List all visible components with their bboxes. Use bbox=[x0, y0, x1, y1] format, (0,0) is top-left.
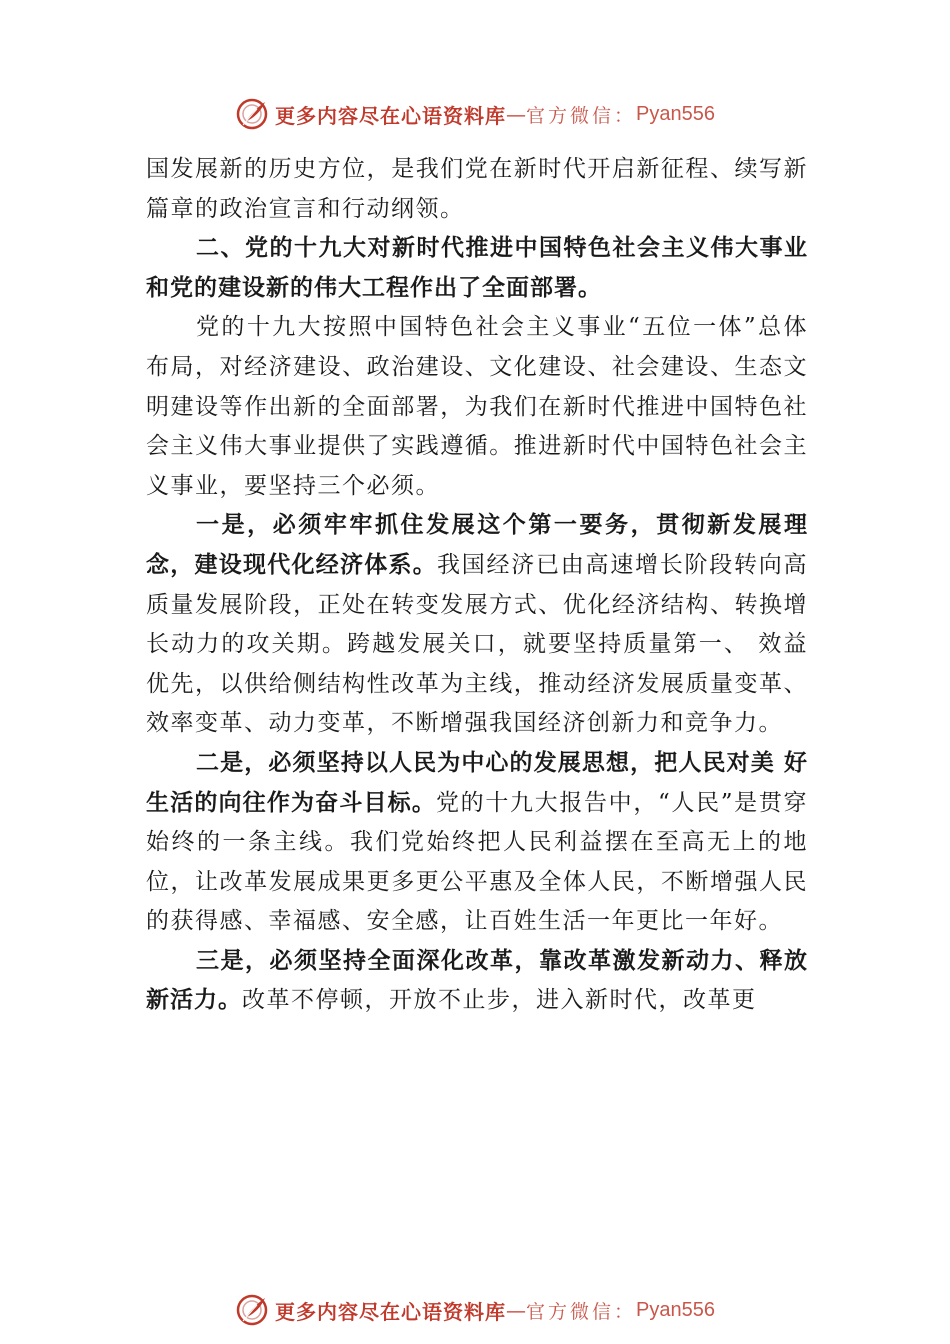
wechat-label: 官方微信： bbox=[526, 1300, 637, 1323]
second-must-body: 党的十九大报告中，“人民”是贯穿始终的一条主线。我们党始终把人民利益摆在至高无上的地位，让改革发展成果更多更公平惠及全体人民，不断增强人民的获得感、幸福感、安全感，让百姓生活一年更比一年好。 bbox=[146, 789, 808, 935]
brand-separator: — bbox=[506, 102, 526, 126]
paragraph-continuation: 国发展新的历史方位，是我们党在新时代开启新征程、续写新篇章的政治宣言和行动纲领。 bbox=[146, 156, 808, 222]
third-must-lead: 三是，必须坚持全面深化改革，靠改革激发新动力、释放新活力。 bbox=[146, 947, 808, 1014]
third-must-body: 改革不停顿，开放不止步，进入新时代，改革更 bbox=[242, 987, 757, 1014]
document-body bbox=[146, 150, 808, 1021]
wechat-label: 官方微信： bbox=[526, 104, 637, 127]
first-must-lead: 一是，必须牢牢抓住发展这个第一要务，贯彻新发展理念，建设现代化经济体系。 bbox=[146, 512, 808, 578]
paragraph-second-must bbox=[146, 744, 808, 942]
footer-watermark bbox=[0, 1290, 950, 1330]
second-must-lead: 二是，必须坚持以人民为中心的发展思想，把人民对美 好生活的向往作为奋斗目标。 bbox=[146, 749, 808, 816]
section-heading-two: 二、党的十九大对新时代推进中国特色社会主义伟大事业和党的建设新的伟大工程作出了全面部署。 bbox=[146, 235, 808, 301]
paragraph-first-must bbox=[146, 506, 808, 744]
feather-logo-icon bbox=[235, 1293, 269, 1327]
brand-text: 更多内容尽在心语资料库 bbox=[275, 1299, 506, 1324]
brand-text: 更多内容尽在心语资料库 bbox=[275, 103, 506, 128]
wechat-id: Pyan556 bbox=[636, 1298, 715, 1321]
brand-separator: — bbox=[506, 1298, 526, 1322]
feather-logo-icon bbox=[235, 97, 269, 131]
header-watermark bbox=[0, 94, 950, 134]
paragraph-five-in-one: 党的十九大按照中国特色社会主义事业“五位一体”总体布局，对经济建设、政治建设、文化建设、社会建设、生态文明建设等作出新的全面部署，为我们在新时代推进中国特色社会主义伟大事业提供了实践遵循。推进新时代中国特色社会主义事业，要坚持三个必须。 bbox=[146, 314, 808, 499]
wechat-id: Pyan556 bbox=[636, 102, 715, 125]
paragraph-third-must bbox=[146, 942, 808, 1021]
first-must-body: 我国经济已由高速增长阶段转向高质量发展阶段，正处在转变发展方式、优化经济结构、转换增长动力的攻关期。跨越发展关口，就要坚持质量第一、 效益优先，以供给侧结构性改革为主线，推动经济发展质量变革、效率变革、动力变革，不断增强我国经济创新力和竞争力。 bbox=[146, 551, 808, 737]
